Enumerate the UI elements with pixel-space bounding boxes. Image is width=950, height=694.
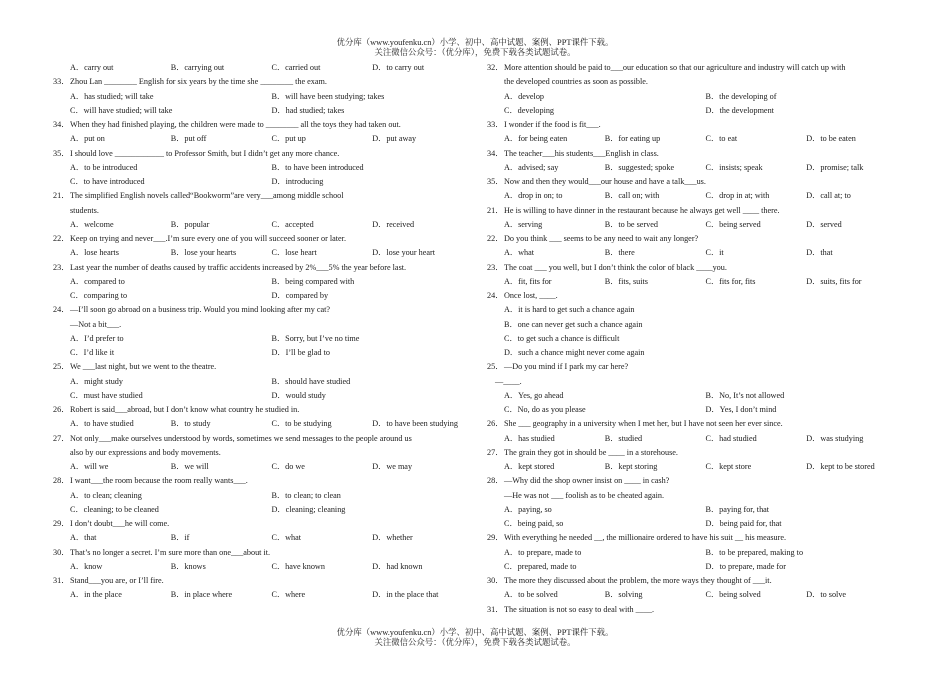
answer-option: A．advised; say — [504, 162, 559, 172]
answer-option: A．I’d prefer to — [70, 333, 124, 343]
answer-option: C．developing — [504, 105, 555, 115]
question-number: 21． — [487, 205, 504, 215]
question-stem — [53, 303, 473, 317]
answer-option: A．develop — [504, 91, 545, 101]
question-text: Stand___you are, or I’ll fire. — [70, 576, 164, 585]
question-text: —I’ll soon go abroad on a business trip. Would you mind looking after my cat? — [70, 305, 331, 315]
options-row — [487, 332, 907, 346]
answer-option: A．drop in on; to — [504, 191, 563, 201]
question-text: The grain they got in should be ____ in a storehouse. — [504, 447, 678, 457]
question-item — [487, 446, 907, 475]
answer-option: C．being paid, so — [504, 519, 564, 528]
answer-option: B．kept storing — [604, 462, 658, 471]
question-stem — [487, 360, 907, 374]
question-number: 23． — [53, 262, 70, 272]
answer-option: B．one can never get such a chance again — [504, 319, 643, 329]
page-footer — [0, 628, 950, 648]
question-item — [53, 189, 473, 232]
answer-option: A．to clean; cleaning — [70, 490, 142, 500]
answer-option: B．Sorry, but I’ve no time — [271, 333, 360, 343]
question-item — [53, 261, 473, 304]
options-row — [487, 303, 907, 317]
answer-option: C．must have studied — [70, 390, 143, 400]
question-continuation: students. — [70, 205, 99, 215]
question-number: 28． — [53, 476, 70, 486]
answer-option: D．was studying — [806, 433, 864, 443]
answer-option: D．to carry out — [372, 63, 425, 72]
question-number: 33． — [487, 120, 504, 129]
answer-option: A．has studied; will take — [70, 91, 154, 101]
question-text: Do you think ___ seems to be any need to wait any longer? — [504, 234, 699, 243]
answer-option: B．suggested; spoke — [604, 162, 675, 172]
question-number: 26． — [487, 419, 504, 429]
answer-option: B．for eating up — [604, 134, 661, 144]
question-text: That’s no longer a secret. I’m sure more than one___about it. — [70, 547, 271, 557]
answer-option: C．to get such a chance is difficult — [504, 333, 620, 343]
question-text: We ___last night, but we went to the theatre. — [70, 362, 217, 372]
question-number: 27． — [487, 447, 504, 457]
question-stem — [487, 417, 907, 431]
answer-option: C．put up — [271, 134, 306, 144]
question-number: 26． — [53, 405, 70, 414]
answer-option: B．to clean; to clean — [271, 490, 341, 500]
options-row — [487, 546, 907, 560]
question-stem — [487, 474, 907, 488]
answer-option: A．in the place — [70, 590, 122, 600]
question-item — [53, 75, 473, 118]
answer-option: C．cleaning; to be cleaned — [70, 504, 159, 514]
question-text: Not only___make ourselves understood by words, sometimes we send messages to the people around us — [70, 433, 412, 443]
answer-option: C．will have studied; will take — [70, 105, 173, 115]
answer-option: A．Yes, go ahead — [504, 390, 564, 400]
answer-option: B．lose your hearts — [170, 248, 237, 258]
question-text: More attention should be paid to___our education so that our agriculture and industry will catch up with — [504, 63, 846, 72]
question-stem — [53, 75, 473, 89]
question-stem — [53, 403, 473, 417]
options-row — [53, 289, 473, 303]
question-number: 22． — [487, 234, 504, 243]
question-stem — [487, 261, 907, 275]
options-row — [487, 161, 907, 175]
question-number: 31． — [487, 604, 504, 614]
options-row — [487, 318, 907, 332]
question-stem — [53, 546, 473, 560]
answer-option: C．accepted — [271, 219, 314, 229]
answer-option: C．to eat — [705, 134, 738, 144]
options-row — [53, 503, 473, 517]
answer-option: D．served — [806, 219, 842, 229]
question-number: 24． — [487, 291, 504, 300]
options-row — [487, 517, 907, 531]
options-row — [53, 489, 473, 503]
answer-option: D．to be eaten — [806, 134, 856, 144]
question-number: 30． — [53, 547, 70, 557]
question-item — [53, 118, 473, 147]
question-continuation: —He was not ___ foolish as to be cheated again. — [504, 490, 665, 500]
answer-option: D．whether — [372, 533, 413, 543]
question-item — [487, 61, 907, 118]
options-row — [487, 189, 907, 203]
answer-option: C．being solved — [705, 590, 761, 600]
answer-option: B．carrying out — [170, 63, 225, 72]
options-row — [487, 132, 907, 146]
question-text: I wonder if the food is fit___. — [504, 120, 601, 129]
question-stem — [53, 474, 473, 488]
options-row — [487, 432, 907, 446]
answer-option: D．put away — [372, 134, 417, 144]
answer-option: B．should have studied — [271, 376, 351, 386]
options-row — [53, 588, 473, 602]
question-number: 34． — [53, 120, 70, 129]
answer-option: A．carry out — [70, 63, 114, 72]
question-stem — [53, 261, 473, 275]
question-continuation: the developed countries as soon as possible. — [504, 77, 648, 87]
question-stem — [53, 432, 473, 446]
answer-option: D．to have been studying — [372, 419, 458, 429]
answer-option: D．being paid for, that — [705, 519, 782, 528]
answer-option: A．will we — [70, 462, 109, 471]
options-row — [53, 460, 473, 474]
answer-option: A．it is hard to get such a chance again — [504, 305, 635, 315]
question-stem — [53, 517, 473, 531]
answer-option: C．where — [271, 590, 306, 600]
question-item — [487, 204, 907, 233]
options-row — [53, 560, 473, 574]
question-number: 25． — [53, 362, 70, 372]
question-item — [53, 403, 473, 432]
answer-option: D．such a chance might never come again — [504, 348, 645, 357]
question-item — [487, 175, 907, 204]
answer-option: B．if — [170, 533, 190, 543]
options-row — [487, 90, 907, 104]
question-item — [487, 118, 907, 147]
page-header — [0, 38, 950, 58]
question-text: Robert is said___abroad, but I don’t know what country he studied in. — [70, 405, 300, 414]
answer-option: D．introducing — [271, 177, 324, 186]
answer-option: D．call at; to — [806, 191, 851, 201]
question-stem — [487, 61, 907, 75]
answer-option: A．serving — [504, 219, 543, 229]
answer-option: B．to study — [170, 419, 211, 429]
question-item — [53, 147, 473, 190]
question-stem — [487, 574, 907, 588]
answer-option: C．to be studying — [271, 419, 332, 429]
question-continuation: also by our expressions and body movements. — [70, 447, 221, 457]
question-item — [53, 232, 473, 261]
question-item — [487, 603, 907, 617]
question-stem — [487, 147, 907, 161]
answer-option: A．to be introduced — [70, 162, 138, 172]
answer-option: D．had studied; takes — [271, 105, 345, 115]
question-item — [487, 417, 907, 446]
options-row — [53, 218, 473, 232]
question-text: With everything he needed __, the millionaire ordered to have his suit __ his measure. — [504, 533, 787, 543]
answer-option: B．paying for, that — [705, 504, 770, 514]
question-text: Keep on trying and never___.I’m sure every one of you will succeed sooner or later. — [70, 234, 347, 243]
answer-option: C．drop in at; with — [705, 191, 770, 201]
answer-option: D．the development — [705, 105, 774, 115]
answer-option: C．I’d like it — [70, 348, 115, 357]
question-stem — [53, 147, 473, 161]
answer-option: C．it — [705, 248, 724, 258]
options-row — [53, 531, 473, 545]
question-stem — [487, 531, 907, 545]
question-text: —Do you mind if I park my car here? — [504, 362, 629, 372]
answer-option: A．paying, so — [504, 504, 552, 514]
options-row — [53, 346, 473, 360]
question-stem — [53, 360, 473, 374]
answer-option: C．carried out — [271, 63, 321, 72]
answer-option: D．compared by — [271, 291, 329, 300]
question-stem — [487, 118, 907, 132]
question-item — [53, 517, 473, 546]
answer-option: B．the developing of — [705, 91, 777, 101]
question-item — [487, 289, 907, 360]
answer-option: C．what — [271, 533, 302, 543]
answer-option: A．fit, fits for — [504, 276, 552, 286]
question-item — [487, 261, 907, 290]
question-text: I should love ____________ to Professor Smith, but I didn’t get any more chance. — [70, 148, 340, 158]
answer-option: B．studied — [604, 433, 643, 443]
options-row — [487, 104, 907, 118]
answer-option: D．received — [372, 219, 415, 229]
options-row — [53, 90, 473, 104]
answer-option: D．in the place that — [372, 590, 439, 600]
question-text: I don’t doubt___he will come. — [70, 519, 170, 528]
options-row — [487, 218, 907, 232]
answer-option: A．know — [70, 561, 103, 571]
footer-line-1: 优分库（www.youfenku.cn）小学、初中、高中试题、案例、PPT课件下载。 — [336, 628, 614, 637]
answer-option: B．popular — [170, 219, 210, 229]
question-number: 33． — [53, 77, 70, 87]
question-item — [487, 474, 907, 531]
question-number: 27． — [53, 433, 70, 443]
question-text: When they had finished playing, the children were made to ________ all the toys they had taken out. — [70, 120, 401, 129]
question-item — [487, 574, 907, 603]
answer-option: B．to be served — [604, 219, 658, 229]
answer-option: C．No, do as you please — [504, 405, 586, 414]
question-text: —Why did the shop owner insist on ____ in cash? — [504, 476, 670, 486]
options-row — [53, 332, 473, 346]
question-text: He is willing to have dinner in the restaurant because he always get well ____ there. — [504, 205, 780, 215]
answer-option: C．kept store — [705, 462, 752, 471]
answer-option: C．to have introduced — [70, 177, 145, 186]
question-stem — [487, 232, 907, 246]
question-stem — [487, 204, 907, 218]
question-text: She ___ geography in a university when I met her, but I have not seen her ever since. — [504, 419, 783, 429]
options-row — [53, 104, 473, 118]
question-text: The teacher___his students___English in class. — [504, 148, 659, 158]
question-number: 25． — [487, 362, 504, 372]
answer-option: B．we will — [170, 462, 209, 471]
answer-option: B．being compared with — [271, 276, 355, 286]
question-text: I want___the room because the room really wants___. — [70, 476, 248, 486]
options-row — [487, 460, 907, 474]
options-row — [53, 161, 473, 175]
answer-option: B．in place where — [170, 590, 233, 600]
question-item — [487, 147, 907, 176]
question-text: Once lost, ____. — [504, 291, 558, 300]
answer-option: C．comparing to — [70, 291, 128, 300]
answer-option: B．call on; with — [604, 191, 660, 201]
answer-option: B．solving — [604, 590, 643, 600]
question-stem — [53, 118, 473, 132]
question-stem — [487, 603, 907, 617]
answer-option: A．to have studied — [70, 419, 134, 429]
answer-option: D．I’ll be glad to — [271, 348, 330, 357]
options-row — [487, 403, 907, 417]
question-number: 34． — [487, 148, 504, 158]
answer-option: A．lose hearts — [70, 248, 119, 258]
answer-option: A．to prepare, made to — [504, 547, 582, 557]
options-row — [53, 389, 473, 403]
answer-option: A．kept stored — [504, 462, 555, 471]
question-item — [53, 360, 473, 403]
options-row — [53, 417, 473, 431]
answer-option: D．cleaning; cleaning — [271, 504, 346, 514]
answer-option: A．has studied — [504, 433, 555, 443]
question-text: The situation is not so easy to deal with ____. — [504, 604, 655, 614]
answer-option: D．lose your heart — [372, 248, 436, 258]
question-item — [53, 474, 473, 517]
options-row — [53, 132, 473, 146]
answer-option: B．put off — [170, 134, 207, 144]
answer-option: A．what — [504, 248, 535, 258]
question-number: 32． — [487, 63, 504, 72]
answer-option: A．for being eaten — [504, 134, 568, 144]
answer-option: B．will have been studying; takes — [271, 91, 385, 101]
question-stem — [487, 289, 907, 303]
question-stem — [53, 232, 473, 246]
question-stem — [487, 175, 907, 189]
question-number: 23． — [487, 262, 504, 272]
answer-option: C．prepared, made to — [504, 561, 577, 571]
answer-option: B．there — [604, 248, 635, 258]
question-number: 24． — [53, 305, 70, 315]
question-number: 35． — [487, 177, 504, 186]
options-row — [487, 389, 907, 403]
question-item — [53, 61, 473, 75]
answer-option: A．welcome — [70, 219, 114, 229]
answer-option: D．suits, fits for — [806, 276, 862, 286]
answer-option: D．would study — [271, 390, 326, 400]
answer-option: D．we may — [372, 462, 413, 471]
options-row — [487, 346, 907, 360]
answer-option: A．might study — [70, 376, 123, 386]
answer-option: D．promise; talk — [806, 162, 864, 172]
options-row — [487, 503, 907, 517]
answer-option: B．to have been introduced — [271, 162, 364, 172]
question-text: The simplified English novels called“Bookworm”are very___among middle school — [70, 191, 344, 201]
answer-option: C．do we — [271, 462, 305, 471]
options-row — [487, 588, 907, 602]
question-item — [53, 574, 473, 603]
answer-option: A．put on — [70, 134, 105, 144]
answer-option: A．to be solved — [504, 590, 558, 600]
answer-option: D．had known — [372, 561, 423, 571]
question-item — [487, 360, 907, 417]
question-continuation: —Not a bit___. — [70, 319, 122, 329]
answer-option: D．to prepare, made for — [705, 561, 786, 571]
options-row — [487, 275, 907, 289]
question-number: 29． — [487, 533, 504, 543]
answer-option: B．fits, suits — [604, 276, 648, 286]
right-column — [487, 61, 907, 617]
question-stem — [53, 189, 473, 203]
answer-option: C．had studied — [705, 433, 757, 443]
answer-option: D．Yes, I don’t mind — [705, 405, 777, 414]
answer-option: C．fits for, fits — [705, 276, 756, 286]
question-stem — [487, 446, 907, 460]
question-text: Last year the number of deaths caused by traffic accidents increased by 2%___5% the year before last. — [70, 262, 407, 272]
options-row — [487, 246, 907, 260]
options-row — [53, 61, 473, 75]
question-number: 28． — [487, 476, 504, 486]
answer-option: B．No, It’s not allowed — [705, 390, 785, 400]
answer-option: C．have known — [271, 561, 325, 571]
answer-option: D．that — [806, 248, 833, 258]
answer-option: C．insists; speak — [705, 162, 763, 172]
answer-option: A．that — [70, 533, 97, 543]
question-item — [487, 232, 907, 261]
answer-option: D．to solve — [806, 590, 847, 600]
question-item — [53, 432, 473, 475]
question-number: 30． — [487, 576, 504, 585]
question-number: 29． — [53, 519, 70, 528]
answer-option: B．to be prepared, making to — [705, 547, 804, 557]
answer-option: A．compared to — [70, 276, 125, 286]
question-number: 21． — [53, 191, 70, 201]
answer-option: B．knows — [170, 561, 206, 571]
question-text: The coat ___ you well, but I don’t think the color of black ____you. — [504, 262, 727, 272]
options-row — [53, 246, 473, 260]
answer-option: D．kept to be stored — [806, 462, 875, 471]
answer-blank-line: —____. — [495, 376, 522, 386]
question-number: 31． — [53, 576, 70, 585]
question-item — [487, 531, 907, 574]
options-row — [53, 275, 473, 289]
footer-line-2: 关注微信公众号：（优分库），免费下载各类试题试卷。 — [374, 638, 576, 647]
question-text: Zhou Lan ________ English for six years by the time she ________ the exam. — [70, 77, 327, 87]
answer-option: C．being served — [705, 219, 761, 229]
header-line-2: 关注微信公众号：（优分库），免费下载各类试题试卷。 — [374, 48, 576, 57]
question-text: Now and then they would___our house and have a talk___us. — [504, 177, 706, 186]
options-row — [53, 375, 473, 389]
question-item — [53, 546, 473, 575]
question-stem — [53, 574, 473, 588]
header-line-1: 优分库（www.youfenku.cn）小学、初中、高中试题、案例、PPT课件下载。 — [336, 38, 614, 47]
options-row — [53, 175, 473, 189]
answer-option: C．lose heart — [271, 248, 317, 258]
question-number: 22． — [53, 234, 70, 243]
options-row — [487, 560, 907, 574]
question-text: The more they discussed about the problem, the more ways they thought of ___it. — [504, 576, 772, 585]
question-item — [53, 303, 473, 360]
left-column — [53, 61, 473, 603]
question-number: 35． — [53, 148, 70, 158]
